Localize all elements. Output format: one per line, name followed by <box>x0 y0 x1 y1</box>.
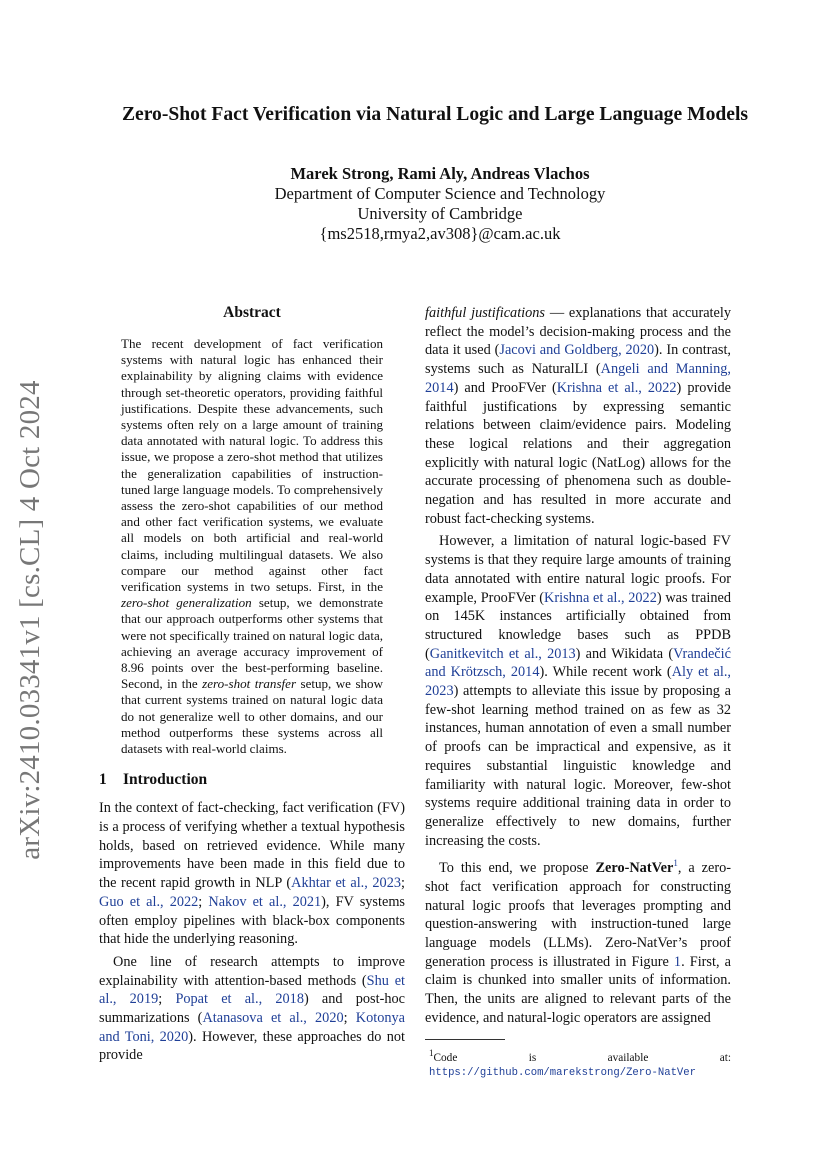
figure-reference-link[interactable]: 1 <box>673 953 682 970</box>
citation-link[interactable]: Ganitkevitch et al., 2013 <box>429 645 576 662</box>
footnote-number: 1 <box>429 1048 434 1059</box>
intro-paragraph-1 <box>99 799 405 949</box>
author-department: Department of Computer Science and Technology <box>274 184 606 203</box>
left-column <box>99 304 405 1065</box>
text-segment: One line of research attempts to improve explainability with attention-based methods ( <box>99 953 405 989</box>
section-heading-introduction <box>99 771 405 789</box>
citation-link[interactable]: Aly et al., 2023 <box>425 664 731 700</box>
method-name: Zero-NatVer <box>595 860 674 877</box>
citation-link[interactable]: Vrandečić and Krötzsch, 2014 <box>425 645 731 681</box>
text-segment: ) attempts to alleviate this issue by proposing a few-shot learning method trained on as few as 32 instances, human annotation of even a small number of proofs can be impractical and expensive, as it requires substantial linguistic knowledge and familiarity with natural logic. Moreover, few-shot systems require additional training data in order to generalize effectively to new domains, further increasing the costs. <box>425 683 731 849</box>
text-segment: ; <box>343 1010 356 1027</box>
text-segment: However, a limitation of natural logic-based FV systems is that they require large amounts of training data annotated with entire natural logic proofs. For example, ProoFVer ( <box>425 533 731 606</box>
paper-title: Zero-Shot Fact Verification via Natural Logic and Large Language Models <box>121 104 749 125</box>
text-segment: ; <box>198 893 209 910</box>
author-university: University of Cambridge <box>357 204 523 223</box>
text-segment: To this end, we propose <box>439 860 596 877</box>
footnote <box>425 1046 731 1080</box>
citation-link[interactable]: Shu et al., 2019 <box>99 972 406 1008</box>
abstract-text <box>121 336 383 757</box>
author-block <box>150 164 730 244</box>
citation-link[interactable]: Guo et al., 2022 <box>99 893 199 910</box>
intro-paragraph-4 <box>425 532 731 850</box>
citation-link[interactable]: Kotonya and Toni, 2020 <box>99 1010 405 1045</box>
citation-link[interactable]: Krishna et al., 2022 <box>544 589 657 606</box>
text-segment: In the context of fact-checking, fact verification (FV) is a process of verifying whether a textual hypothesis holds, based on retrieved evidence. While many improvements have been made in this field due to the recent rapid growth in NLP ( <box>99 800 405 892</box>
citation-link[interactable]: Krishna et al., 2022 <box>556 379 677 396</box>
text-segment: ). While recent work ( <box>539 664 672 681</box>
citation-link[interactable]: Akhtar et al., 2023 <box>291 875 401 892</box>
text-segment: ) and Wikidata ( <box>575 645 674 662</box>
citation-link[interactable]: Atanasova et al., 2020 <box>202 1010 344 1027</box>
text-segment: ; <box>401 875 405 892</box>
emphasis-text: faithful justifications <box>425 305 545 321</box>
citation-link[interactable]: Nakov et al., 2021 <box>208 893 322 910</box>
text-segment: ). In contrast, systems such as NaturalLI ( <box>425 342 731 378</box>
intro-paragraph-3 <box>425 304 731 528</box>
text-segment: ) and post-hoc summarizations ( <box>99 991 405 1027</box>
text-segment: , a zero-shot fact verification approach for constructing natural logic proofs that leverages prompting and question-answering with instruction-tuned large language models (LLMs). Zero-NatVer’s proof generation process is illustrated in Figure <box>425 860 732 970</box>
abstract-emphasis: zero-shot generalization <box>121 595 252 611</box>
text-segment: ) and ProoFVer ( <box>453 379 557 396</box>
footnote-divider <box>425 1039 505 1040</box>
abstract-segment: setup, we demonstrate that our approach outperforms other systems that were not specifically trained on natural logic data, achieving an average accuracy improvement of 8.96 points over the best-performing baseline. Second, in the <box>121 595 384 692</box>
right-column <box>425 304 731 1080</box>
code-repository-link[interactable]: https://github.com/marekstrong/Zero-NatVer <box>429 1067 697 1080</box>
abstract-heading: Abstract <box>223 304 281 321</box>
citation-link[interactable]: Angeli and Manning, 2014 <box>425 361 731 396</box>
citation-link[interactable]: Jacovi and Goldberg, 2020 <box>499 342 655 359</box>
abstract-emphasis: zero-shot transfer <box>202 676 297 692</box>
footnote-text: Code is available at: <box>433 1052 731 1065</box>
author-names: Marek Strong, Rami Aly, Andreas Vlachos <box>290 164 590 183</box>
text-segment: . First, a claim is chunked into smaller units of information. Then, the units are aligned to relevant parts of the evidence, and natural-logic operators are assigned <box>425 953 731 1026</box>
abstract-segment: setup, we show that current systems trained on natural logic data do not generalize well to other domains, and our method outperforms these systems across all datasets with real-world claims. <box>121 676 383 757</box>
text-segment: — explanations that accurately reflect the model’s decision-making process and the data it used ( <box>425 305 731 359</box>
section-title: Introduction <box>123 771 208 789</box>
text-segment: ; <box>158 991 176 1008</box>
intro-paragraph-5 <box>425 854 731 1027</box>
text-segment: ). However, these approaches do not provide <box>99 1028 405 1064</box>
author-email: {ms2518,rmya2,av308}@cam.ac.uk <box>319 224 561 243</box>
text-segment: ), FV systems often employ pipelines with black-box components that hide the underlying reasoning. <box>99 893 405 948</box>
arxiv-identifier: arXiv:2410.03341v1 [cs.CL] 4 Oct 2024 <box>14 380 46 860</box>
footnote-marker-link[interactable]: 1 <box>673 858 678 869</box>
intro-paragraph-2 <box>99 953 405 1065</box>
text-segment: ) provide faithful justifications by expressing semantic relations between claim/evidence pairs. Modeling these logical relations and their aggregation explicitly with natural logic (NatLog) allows for the accurate processing of phenomena such as double-negation and has resulted in more accurate and robust fact-checking systems. <box>425 379 731 527</box>
text-segment: ) was trained on 145K instances artificially obtained from structured knowledge bases such as PPDB ( <box>425 589 731 662</box>
citation-link[interactable]: Popat et al., 2018 <box>175 991 304 1008</box>
abstract-segment: The recent development of fact verification systems with natural logic has enhanced their explainability by aligning claims with evidence through set-theoretic operators, providing faithful justifications. Despite these advancements, such systems often rely on a large amount of training data annotated with natural logic. To address this issue, we propose a zero-shot method that utilizes the generalization capabilities of instruction-tuned large language models. To comprehensively assess the zero-shot capabilities of our method and other fact verification systems, we evaluate all models on both artificial and real-world claims, including multilingual datasets. We also compare our method against other fact verification systems in two setups. First, in the <box>121 336 383 595</box>
section-number: 1 <box>99 771 107 789</box>
